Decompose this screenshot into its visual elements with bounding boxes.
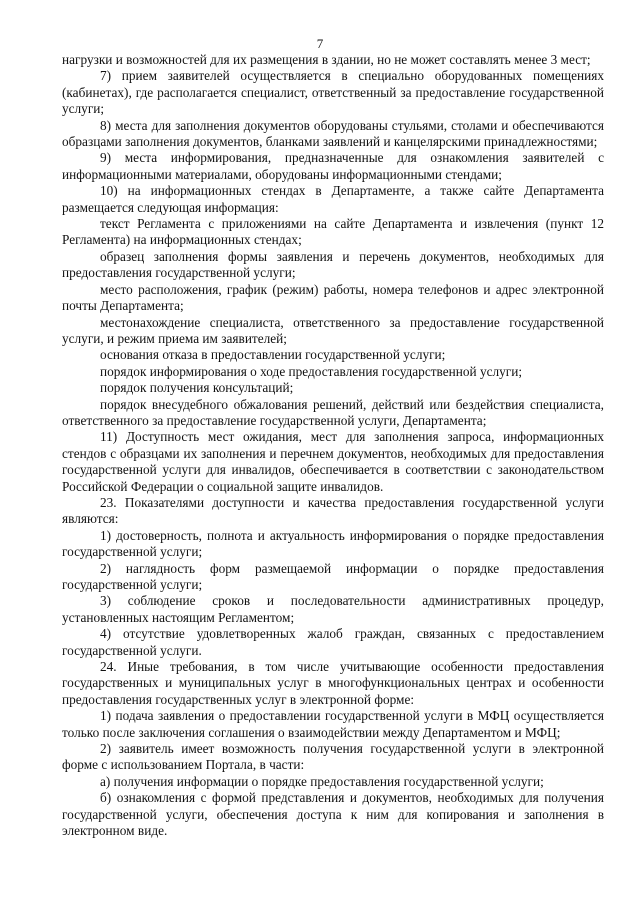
paragraph-stand-info-6: порядок информирования о ходе предоставления государственной услуги; [100, 363, 523, 379]
paragraph-item-7: 7) прием заявителей осуществляется в специально оборудованных помещениях (кабинетах), где располагается специалист, ответственный за предоставление государственной услуги; [62, 68, 604, 117]
paragraph-24-item-b: б) ознакомления с формой представления и документов, необходимых для получения государственной услуги, обеспечения доступа к ним для копирования и заполнения в электронном виде. [62, 790, 604, 839]
paragraph-item-10: 10) на информационных стендах в Департаменте, а также сайте Департамента размещается следующая информация: [62, 183, 604, 215]
paragraph-24-item-2: 2) заявитель имеет возможность получения государственной услуги в электронной форме с использованием Портала, в части: [62, 741, 604, 773]
paragraph-item-8: 8) места для заполнения документов оборудованы стульями, столами и обеспечиваются образцами заполнения документов, бланками заявлений и канцелярскими принадлежностями; [62, 117, 604, 150]
paragraph-stand-info-7: порядок получения консультаций; [100, 380, 294, 396]
paragraph-stand-info-5: основания отказа в предоставлении государственной услуги; [100, 347, 446, 363]
paragraph-23-item-4: 4) отсутствие удовлетворенных жалоб граждан, связанных с предоставлением государственной услуги. [62, 626, 604, 658]
paragraph-stand-info-1: текст Регламента с приложениями на сайте Департамента и извлечения (пункт 12 Регламента) на информационных стендах; [62, 216, 604, 248]
paragraph-stand-info-3: место расположения, график (режим) работы, номера телефонов и адрес электронной почты Департамента; [62, 281, 604, 314]
paragraph-23-item-3: 3) соблюдение сроков и последовательности административных процедур, установленных настоящим Регламентом; [62, 593, 604, 625]
paragraph-stand-info-2: образец заполнения формы заявления и перечень документов, необходимых для предоставления государственной услуги; [62, 248, 604, 281]
paragraph-23-item-1: 1) достоверность, полнота и актуальность информирования о порядке предоставления государственной услуги; [62, 527, 604, 560]
paragraph-item-9: 9) места информирования, предназначенные для ознакомления заявителей с информационными материалами, оборудованы информационными стендами; [62, 150, 604, 182]
paragraph-item-11: 11) Доступность мест ожидания, мест для заполнения запроса, информационных стендов с образцами их заполнения и перечнем документов, необходимых для предоставления государственной услуги для инвалидов, обеспечивается в соответствии с законодательством Российской Федерации о социальной защите инвалидов. [62, 429, 604, 494]
document-body [62, 52, 604, 840]
paragraph-stand-info-4: местонахождение специалиста, ответственного за предоставление государственной услуги, и режим приема им заявителей; [62, 314, 604, 346]
paragraph-continuation: нагрузки и возможностей для их размещения в здании, но не может составлять менее 3 мест; [62, 52, 591, 67]
page-number: 7 [316, 36, 324, 51]
paragraph-section-23: 23. Показателями доступности и качества предоставления государственной услуги являются: [62, 494, 604, 527]
paragraph-section-24: 24. Иные требования, в том числе учитывающие особенности предоставления государственных и муниципальных услуг в многофункциональных центрах и особенности предоставления государственных услуг в электронной форме: [62, 659, 604, 707]
paragraph-24-item-a: а) получения информации о порядке предоставления государственной услуги; [100, 773, 544, 789]
paragraph-24-item-1: 1) подача заявления о предоставлении государственной услуги в МФЦ осуществляется только после заключения соглашения о взаимодействии между Департаментом и МФЦ; [62, 708, 604, 740]
paragraph-23-item-2: 2) наглядность форм размещаемой информации о порядке предоставления государственной услуги; [62, 560, 604, 592]
paragraph-stand-info-8: порядок внесудебного обжалования решений, действий или бездействия специалиста, ответственного за предоставление государственной услуги, Департамента; [62, 396, 604, 428]
